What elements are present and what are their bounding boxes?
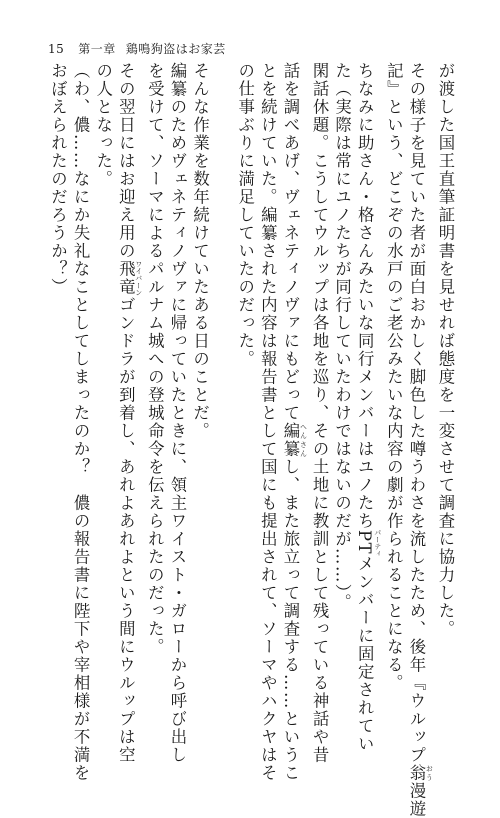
text-line: 編纂のためヴェネティノヴァに帰っていたときに、領主ワイスト・ガローから呼び出し (167, 62, 187, 764)
text-line: そんな作業を数年続けていたある日のことだ。 (190, 62, 210, 440)
page-header (48, 40, 226, 57)
text-line: が渡した国王直筆証明書を見せれば態度を一変させて調査に協力した。 (436, 62, 455, 638)
text-line: た（実際は常にユノたちが同行していたわけではないのだが……）。 (332, 62, 352, 612)
text-line: （わ、儂……なにか失礼なことしてしまったのか？ 儂の報告書に陛下や宰相様が不満を (71, 62, 91, 782)
furigana-ruby: 翁 おう (406, 764, 434, 782)
text-line: の人となった。 (93, 62, 113, 188)
text-line: その様子を見ていた者が面白おかしく脚色した噂うわさを流したため、後年『ウルップ翁 おう漫遊 (406, 62, 434, 818)
text-line: その翌日にはお迎え用の飛竜 ワイバーンゴンドラが到着し、あれよあれよという間にウルップは空 (116, 62, 143, 764)
body-text (48, 62, 456, 818)
text-line: ちなみに助さん・格さんみたいな同行メンバーはユノたちPT パーティメンバーに固定されてい (355, 62, 382, 754)
text-line: の仕事ぶりに満足していたのだった。 (235, 62, 255, 368)
furigana-reading: おう (425, 764, 434, 782)
blank-line (211, 62, 234, 662)
text-line: を受けて、ソーマによるパルナム城への登城命令を伝えられたのだった。 (145, 62, 165, 656)
furigana-reading: ワイバーン (134, 260, 143, 296)
furigana-ruby: PT パーティ (355, 528, 382, 557)
furigana-ruby: 飛竜 ワイバーン (116, 260, 143, 296)
furigana-reading: へんさん (299, 422, 308, 458)
furigana-reading: パーティ (373, 528, 382, 557)
chapter-label: 第一章 (78, 42, 116, 56)
text-line: 記』という、どこぞの水戸のご老公みたいな内容の劇が作られることになる。 (384, 62, 404, 692)
text-line: 話を調べあげ、ヴェネティノヴァにもどって編纂 へんさんし、また旅立って調査する……というこ (280, 62, 308, 782)
text-line: とを続けていた。編纂された内容は報告書として国にも提出されて、ソーマやハクヤはそ (258, 62, 278, 782)
chapter-title: 鶏鳴狗盗はお家芸 (125, 42, 226, 56)
text-line: おぼえられたのだろうか？） (48, 62, 68, 296)
page-number: 15 (48, 42, 65, 56)
text-line: 閑話休題。こうしてウルップは各地を巡り、その土地に教訓として残っている神話や昔 (310, 62, 330, 764)
furigana-ruby: 編纂 へんさん (280, 422, 308, 458)
